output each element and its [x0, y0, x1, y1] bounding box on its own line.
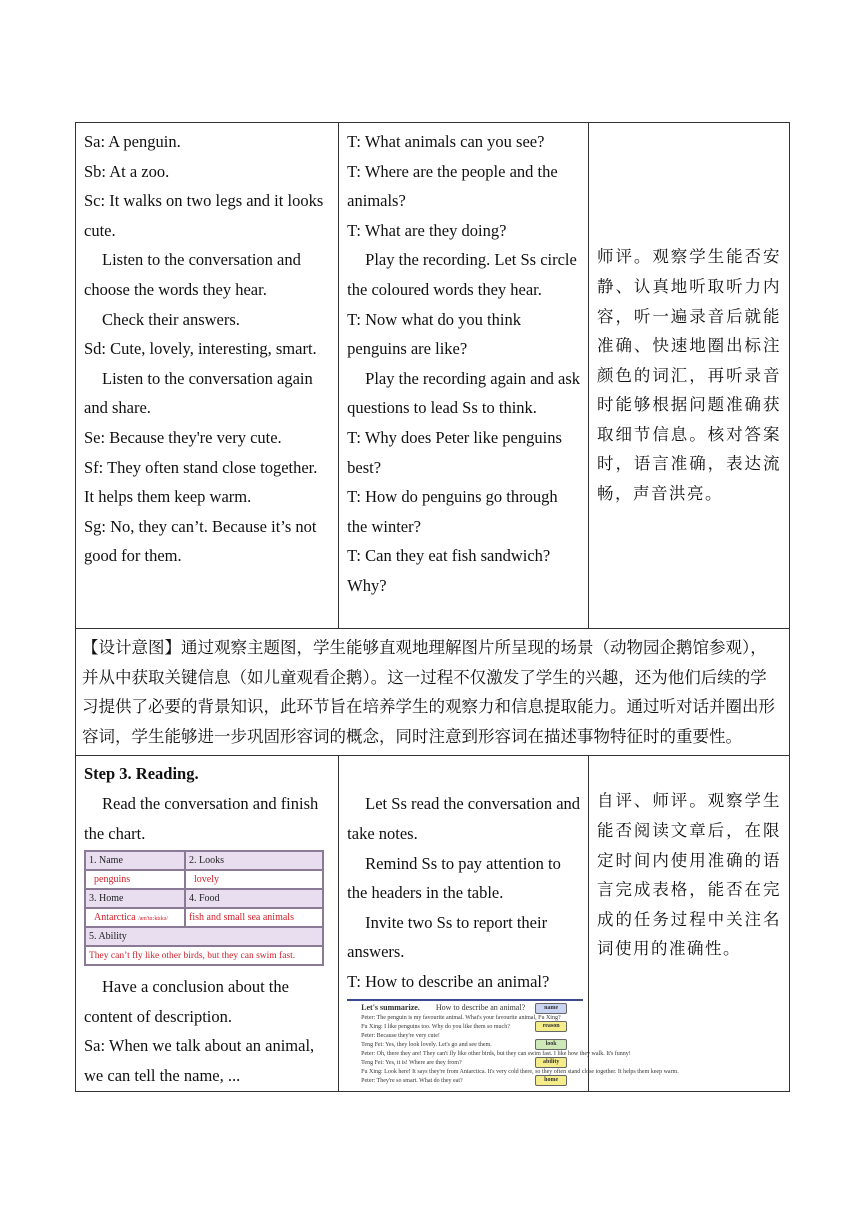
design-intent-text: 【设计意图】通过观察主题图，学生能够直观地理解图片所呈现的场景（动物园企鹅馆参观），并从中获取关键信息（如儿童观看企鹅）。这一过程不仅激发了学生的兴趣，还为他们后续的学习提供了必要的背景知识，此环节旨在培养学生的观察力和信息提取能力。通过听对话并圈出形容词，学生能够进一步巩固形容词的概念，同时注意到形容词在描述事物特征时的重要性。 [82, 638, 775, 746]
teacher-activity-cell [339, 756, 679, 1091]
summary-question: How to describe an animal? [435, 1002, 526, 1012]
summary-line: Peter: They're so smart. What do they eat? [361, 1077, 463, 1084]
summary-panel [347, 999, 679, 1089]
teacher-line: T: Can they eat fish sandwich? Why? [347, 546, 551, 595]
reading-chart [84, 850, 324, 966]
summary-line: Fu Xing: I like penguins too. Why do you like them so much? [361, 1023, 510, 1030]
student-line: Check their answers. [102, 309, 240, 329]
student-activity-cell [76, 123, 339, 629]
student-line: Listen to the conversation again and share. [84, 368, 313, 418]
student-line: Listen to the conversation and choose the words they hear. [84, 250, 301, 299]
chart-answer: fish and small sea animals [185, 908, 323, 927]
student-line: Sg: No, they can’t. Because it’s not good for them. [84, 516, 317, 566]
summary-tag: ability [535, 1057, 567, 1068]
chart-header: 4. Food [185, 889, 323, 908]
student-line: Sf: They often stand close together. It helps them keep warm. [84, 457, 318, 507]
summary-line: Fu Xing: Look here! It says they're from Antarctica. It's very cold there, so they often stand close together. It helps them keep warm. [361, 1068, 679, 1075]
summary-tag: home [535, 1075, 567, 1086]
teacher-line: T: Now what do you think penguins are like? [347, 309, 521, 359]
summary-line: Peter: Because they're very cute! [361, 1032, 440, 1039]
student-line: Have a conclusion about the content of description. [84, 977, 289, 1026]
summary-line: Teng Fei: Yes, it is! Where are they from? [361, 1059, 462, 1066]
summary-line: Teng Fei: Yes, they look lovely. Let's go and see them. [361, 1041, 492, 1048]
phonetic: /æn'tɑ:ktɪkə/ [138, 916, 169, 923]
chart-answer: They can’t fly like other birds, but they can swim fast. [85, 946, 323, 965]
table-row [76, 629, 790, 756]
teacher-line: Let Ss read the conversation and take notes. [347, 794, 581, 843]
summary-line: Peter: Oh, there they are! They can't fly like other birds, but they can swim fast. I like how they walk. It's funny! [361, 1050, 631, 1057]
summary-tag: name [535, 1003, 567, 1014]
summary-title: Let's summarize. [361, 1002, 420, 1012]
student-line: Sc: It walks on two legs and it looks cute. [84, 191, 324, 240]
teacher-line: T: How do penguins go through the winter? [347, 487, 558, 536]
teacher-line: Play the recording. Let Ss circle the coloured words they hear. [347, 250, 577, 299]
teacher-line: T: Why does Peter like penguins best? [347, 427, 562, 477]
student-line: Read the conversation and finish the chart. [84, 793, 319, 843]
student-line: Sb: At a zoo. [84, 161, 170, 181]
chart-answer [85, 908, 185, 927]
chart-answer: lovely [185, 870, 323, 889]
summary-tag: look [535, 1039, 567, 1050]
design-intent-cell [76, 629, 790, 756]
student-line: Se: Because they're very cute. [84, 427, 282, 447]
evaluation-text: 自评、师评。观察学生能否阅读文章后，在限定时间内使用准确的语言完成表格，能否在完成的任务过程中关注名词使用的准确性。 [597, 791, 781, 959]
student-activity-cell [76, 756, 339, 1091]
student-line: Sa: A penguin. [84, 132, 181, 151]
teacher-line: T: What animals can you see? [347, 132, 545, 151]
teacher-line: T: Where are the people and the animals? [347, 161, 558, 211]
student-line: Sd: Cute, lovely, interesting, smart. [84, 339, 317, 359]
home-answer: Antarctica [94, 912, 136, 924]
teacher-activity-cell [339, 123, 589, 629]
student-line: Sa: When we talk about an animal, we can tell the name, ... [84, 1036, 315, 1085]
chart-header: 5. Ability [85, 927, 323, 946]
lesson-plan-table [75, 122, 790, 1092]
evaluation-text: 师评。观察学生能否安静、认真地听取听力内容，听一遍录音后就能准确、快速地圈出标注颜色的词汇，再听录音时能够根据问题准确获取细节信息。核对答案时，语言准确，表达流畅，声音洪亮。 [597, 247, 781, 504]
chart-header: 1. Name [85, 851, 185, 870]
table-row [76, 123, 790, 629]
teacher-line: T: What are they doing? [347, 220, 507, 240]
teacher-line: T: How to describe an animal? [347, 971, 550, 991]
evaluation-cell [589, 756, 790, 1091]
teacher-line: Play the recording again and ask questions to lead Ss to think. [347, 368, 581, 418]
summary-tag: reason [535, 1021, 567, 1032]
step-title: Step 3. Reading. [84, 764, 199, 784]
summary-line: Peter: The penguin is my favourite animal. What's your favourite animal, Fu Xing? [361, 1014, 561, 1021]
chart-answer: penguins [85, 870, 185, 889]
evaluation-cell [589, 123, 790, 629]
teacher-line: Invite two Ss to report their answers. [347, 912, 548, 962]
table-row [76, 756, 790, 1091]
teacher-line: Remind Ss to pay attention to the headers in the table. [347, 853, 561, 903]
chart-header: 3. Home [85, 889, 185, 908]
chart-header: 2. Looks [185, 851, 323, 870]
